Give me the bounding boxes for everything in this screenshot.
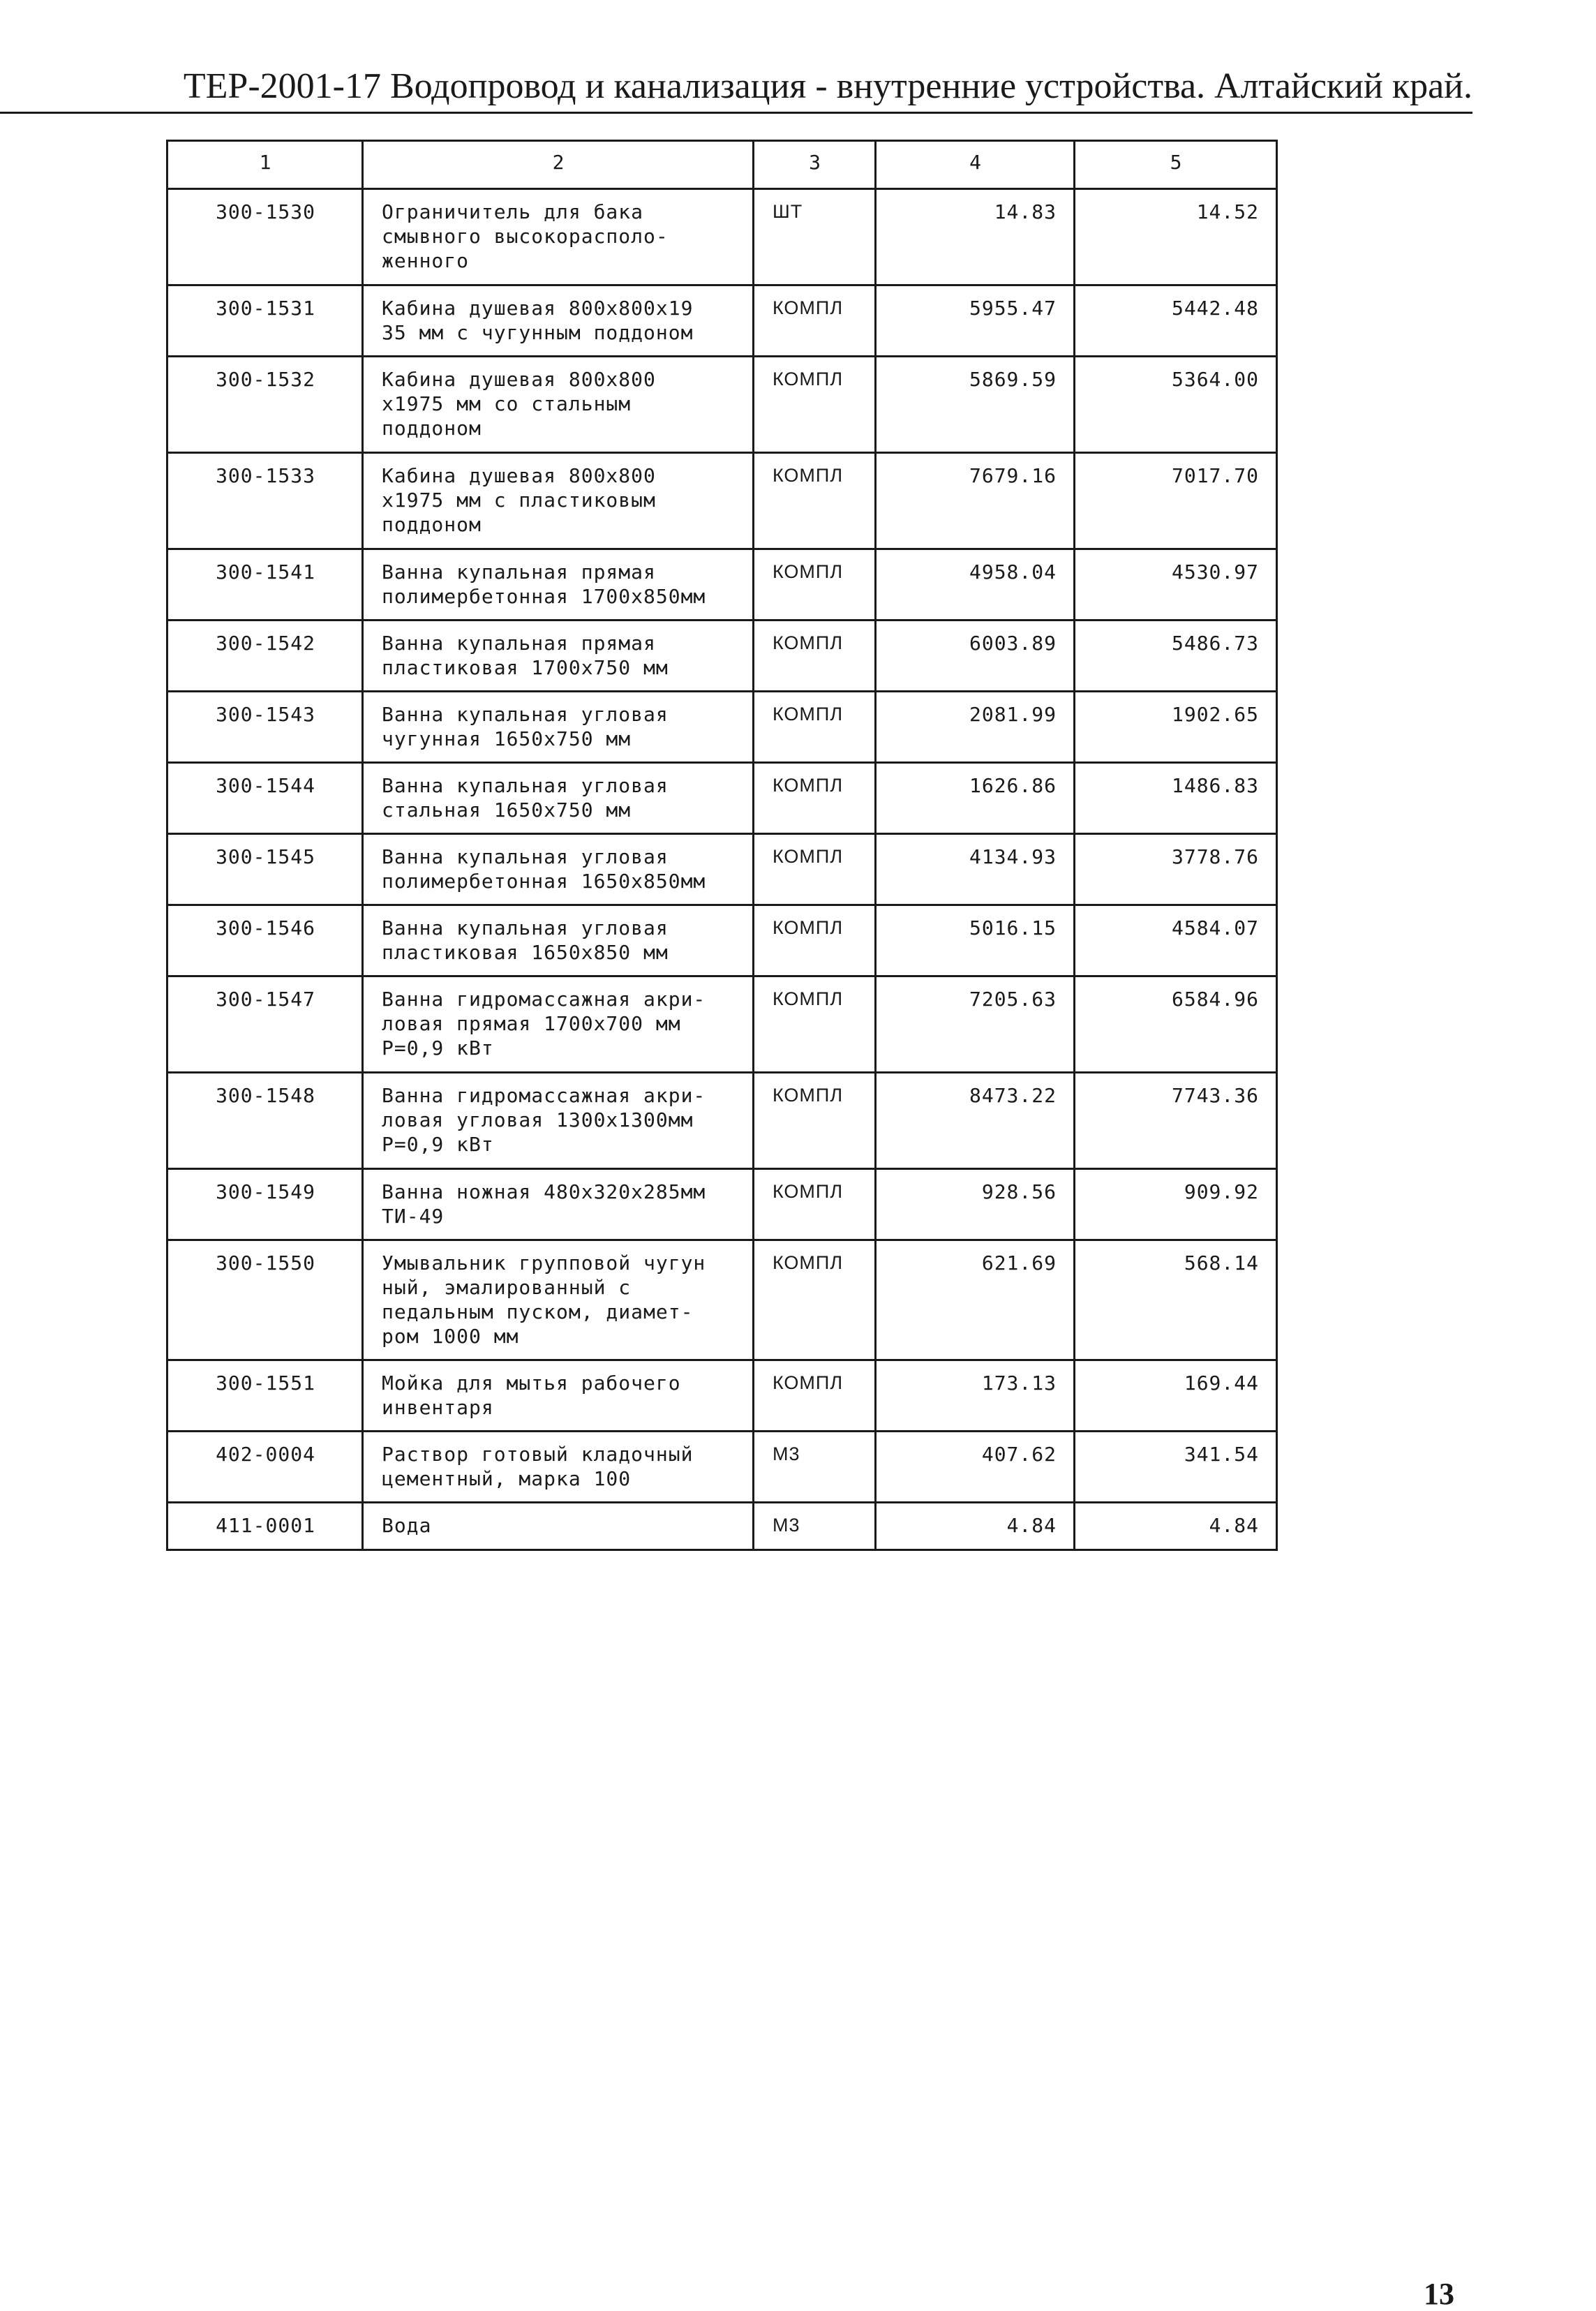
- item-name-cell: Ванна ножная 480x320x285мм ТИ-49: [363, 1169, 754, 1240]
- item-name-cell: Ванна купальная угловая чугунная 1650x750 мм: [363, 692, 754, 763]
- header-divider: [0, 112, 1472, 114]
- item-code-cell: 300-1541: [167, 549, 363, 621]
- item-name-cell: Мойка для мытья рабочего инвентаря: [363, 1360, 754, 1432]
- unit-cell: КОМПЛ: [754, 905, 876, 976]
- price-col5-cell: 341.54: [1075, 1432, 1277, 1503]
- price-col5-cell: 3778.76: [1075, 834, 1277, 905]
- item-code-cell: 300-1544: [167, 763, 363, 834]
- table-row: [167, 285, 1277, 357]
- price-col5-cell: 1902.65: [1075, 692, 1277, 763]
- price-col5-cell: 5364.00: [1075, 357, 1277, 453]
- item-name-cell: Ванна гидромассажная акри- ловая угловая 1300x1300мм P=0,9 кВт: [363, 1073, 754, 1169]
- unit-cell: ШТ: [754, 189, 876, 285]
- item-name-cell: Вода: [363, 1503, 754, 1550]
- item-name-cell: Ванна купальная прямая пластиковая 1700x750 мм: [363, 621, 754, 692]
- unit-cell: КОМПЛ: [754, 453, 876, 549]
- unit-cell: КОМПЛ: [754, 763, 876, 834]
- unit-cell: КОМПЛ: [754, 1240, 876, 1360]
- table-row: [167, 453, 1277, 549]
- price-col4-cell: 5869.59: [876, 357, 1075, 453]
- unit-cell: КОМПЛ: [754, 834, 876, 905]
- table-row: [167, 1240, 1277, 1360]
- item-name-cell: Ванна гидромассажная акри- ловая прямая 1700x700 мм P=0,9 кВт: [363, 976, 754, 1073]
- price-col4-cell: 4134.93: [876, 834, 1075, 905]
- item-name-cell: Ванна купальная угловая полимербетонная 1650x850мм: [363, 834, 754, 905]
- table-row: [167, 834, 1277, 905]
- price-col5-cell: 568.14: [1075, 1240, 1277, 1360]
- unit-cell: КОМПЛ: [754, 692, 876, 763]
- item-name-cell: Ванна купальная угловая пластиковая 1650x850 мм: [363, 905, 754, 976]
- price-col5-cell: 14.52: [1075, 189, 1277, 285]
- unit-cell: КОМПЛ: [754, 549, 876, 621]
- table-row: [167, 357, 1277, 453]
- price-col4-cell: 5955.47: [876, 285, 1075, 357]
- price-col4-cell: 7679.16: [876, 453, 1075, 549]
- item-name-cell: Умывальник групповой чугун ный, эмалированный с педальным пуском, диамет- ром 1000 мм: [363, 1240, 754, 1360]
- table-row: [167, 905, 1277, 976]
- table-row: [167, 621, 1277, 692]
- column-header-2: 2: [363, 141, 754, 189]
- column-header-5: 5: [1075, 141, 1277, 189]
- price-col5-cell: 1486.83: [1075, 763, 1277, 834]
- price-col5-cell: 5486.73: [1075, 621, 1277, 692]
- table-row: [167, 976, 1277, 1073]
- item-code-cell: 300-1532: [167, 357, 363, 453]
- page-title: ТЕР-2001-17 Водопровод и канализация - внутренние устройства. Алтайский край.: [183, 66, 1472, 106]
- item-code-cell: 300-1531: [167, 285, 363, 357]
- table-row: [167, 692, 1277, 763]
- price-col4-cell: 8473.22: [876, 1073, 1075, 1169]
- price-col5-cell: 169.44: [1075, 1360, 1277, 1432]
- price-col5-cell: 7743.36: [1075, 1073, 1277, 1169]
- price-col4-cell: 407.62: [876, 1432, 1075, 1503]
- price-col5-cell: 909.92: [1075, 1169, 1277, 1240]
- item-name-cell: Ванна купальная прямая полимербетонная 1700x850мм: [363, 549, 754, 621]
- price-col5-cell: 4584.07: [1075, 905, 1277, 976]
- table-row: [167, 1360, 1277, 1432]
- unit-cell: КОМПЛ: [754, 285, 876, 357]
- item-code-cell: 300-1549: [167, 1169, 363, 1240]
- item-code-cell: 300-1533: [167, 453, 363, 549]
- table-header: [167, 141, 1277, 189]
- unit-cell: КОМПЛ: [754, 357, 876, 453]
- price-col4-cell: 928.56: [876, 1169, 1075, 1240]
- table-row: [167, 549, 1277, 621]
- price-col4-cell: 2081.99: [876, 692, 1075, 763]
- item-code-cell: 411-0001: [167, 1503, 363, 1550]
- price-col4-cell: 4.84: [876, 1503, 1075, 1550]
- item-code-cell: 300-1545: [167, 834, 363, 905]
- price-col5-cell: 6584.96: [1075, 976, 1277, 1073]
- price-col5-cell: 4530.97: [1075, 549, 1277, 621]
- page-number: 13: [1424, 2277, 1454, 2311]
- item-code-cell: 300-1551: [167, 1360, 363, 1432]
- header-row: [167, 141, 1277, 189]
- table-body: [167, 189, 1277, 1550]
- price-col4-cell: 6003.89: [876, 621, 1075, 692]
- unit-cell: КОМПЛ: [754, 1169, 876, 1240]
- unit-cell: КОМПЛ: [754, 1360, 876, 1432]
- price-col4-cell: 5016.15: [876, 905, 1075, 976]
- unit-cell: М3: [754, 1503, 876, 1550]
- unit-cell: КОМПЛ: [754, 1073, 876, 1169]
- table-row: [167, 189, 1277, 285]
- item-code-cell: 300-1547: [167, 976, 363, 1073]
- item-code-cell: 402-0004: [167, 1432, 363, 1503]
- table-row: [167, 1503, 1277, 1550]
- price-col4-cell: 4958.04: [876, 549, 1075, 621]
- item-name-cell: Кабина душевая 800x800 x1975 мм со стальным поддоном: [363, 357, 754, 453]
- table-row: [167, 763, 1277, 834]
- column-header-3: 3: [754, 141, 876, 189]
- column-header-4: 4: [876, 141, 1075, 189]
- price-col4-cell: 1626.86: [876, 763, 1075, 834]
- table-row: [167, 1432, 1277, 1503]
- item-code-cell: 300-1548: [167, 1073, 363, 1169]
- item-code-cell: 300-1550: [167, 1240, 363, 1360]
- table-row: [167, 1073, 1277, 1169]
- unit-cell: КОМПЛ: [754, 621, 876, 692]
- price-col4-cell: 621.69: [876, 1240, 1075, 1360]
- price-table: [166, 140, 1278, 1551]
- item-code-cell: 300-1546: [167, 905, 363, 976]
- price-col5-cell: 4.84: [1075, 1503, 1277, 1550]
- item-code-cell: 300-1542: [167, 621, 363, 692]
- item-name-cell: Кабина душевая 800x800 x1975 мм с пластиковым поддоном: [363, 453, 754, 549]
- column-header-1: 1: [167, 141, 363, 189]
- item-name-cell: Ограничитель для бака смывного высокорасполо- женного: [363, 189, 754, 285]
- price-col4-cell: 14.83: [876, 189, 1075, 285]
- item-code-cell: 300-1530: [167, 189, 363, 285]
- unit-cell: КОМПЛ: [754, 976, 876, 1073]
- item-name-cell: Раствор готовый кладочный цементный, марка 100: [363, 1432, 754, 1503]
- item-name-cell: Ванна купальная угловая стальная 1650x750 мм: [363, 763, 754, 834]
- item-name-cell: Кабина душевая 800x800x19 35 мм с чугунным поддоном: [363, 285, 754, 357]
- price-col4-cell: 173.13: [876, 1360, 1075, 1432]
- table-row: [167, 1169, 1277, 1240]
- price-col5-cell: 5442.48: [1075, 285, 1277, 357]
- price-col4-cell: 7205.63: [876, 976, 1075, 1073]
- price-col5-cell: 7017.70: [1075, 453, 1277, 549]
- unit-cell: М3: [754, 1432, 876, 1503]
- item-code-cell: 300-1543: [167, 692, 363, 763]
